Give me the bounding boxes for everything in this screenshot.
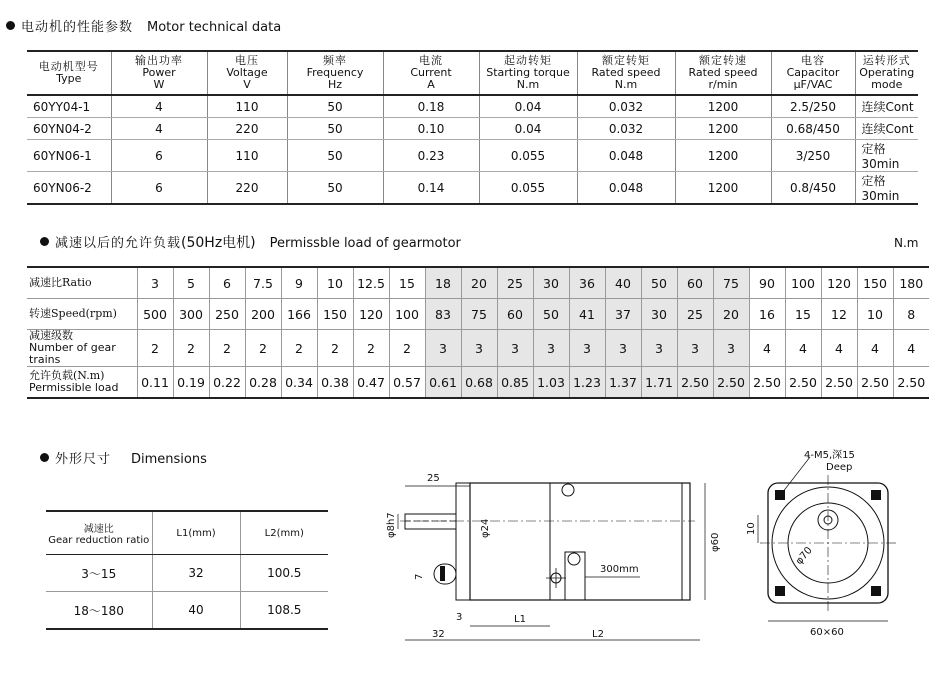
bullet-icon bbox=[40, 453, 49, 462]
load-cell: 1.71 bbox=[641, 367, 677, 399]
load-cell: 0.22 bbox=[209, 367, 245, 399]
load-cell: 2.50 bbox=[821, 367, 857, 399]
dimensions-title-en: Dimensions bbox=[131, 452, 207, 467]
dims-header-cell bbox=[240, 511, 328, 555]
load-cell: 20 bbox=[461, 267, 497, 299]
load-cell: 18 bbox=[425, 267, 461, 299]
load-title-en: Permissble load of gearmotor bbox=[269, 236, 461, 251]
table-cell: 110 bbox=[207, 95, 287, 118]
table-cell: 0.68/450 bbox=[771, 118, 855, 140]
load-cell: 6 bbox=[209, 267, 245, 299]
dim-24: φ24 bbox=[480, 518, 491, 538]
table-cell: 18～180 bbox=[46, 592, 152, 630]
load-cell: 0.57 bbox=[389, 367, 425, 399]
load-cell: 2.50 bbox=[749, 367, 785, 399]
tech-header-cell bbox=[111, 51, 207, 95]
load-cell: 3 bbox=[605, 330, 641, 367]
bullet-icon bbox=[40, 237, 49, 246]
table-cell: 110 bbox=[207, 140, 287, 172]
load-cell: 0.85 bbox=[497, 367, 533, 399]
table-cell: 108.5 bbox=[240, 592, 328, 630]
load-row-speed bbox=[27, 299, 929, 330]
load-cell: 2.50 bbox=[857, 367, 893, 399]
load-cell: 50 bbox=[533, 299, 569, 330]
load-row-ratio bbox=[27, 267, 929, 299]
dimensions-table bbox=[46, 510, 328, 630]
table-cell: 1200 bbox=[675, 95, 771, 118]
dim-32: 32 bbox=[432, 629, 445, 640]
load-cell: 60 bbox=[497, 299, 533, 330]
table-cell: 定格30min bbox=[855, 140, 918, 172]
permissible-load-table bbox=[27, 266, 929, 399]
load-cell: 250 bbox=[209, 299, 245, 330]
table-cell: 0.048 bbox=[577, 140, 675, 172]
table-cell: 40 bbox=[152, 592, 240, 630]
tech-header-unit: r/min bbox=[708, 78, 738, 91]
load-cell: 0.47 bbox=[353, 367, 389, 399]
load-cell: 37 bbox=[605, 299, 641, 330]
load-cell: 12 bbox=[821, 299, 857, 330]
table-cell: 220 bbox=[207, 172, 287, 205]
load-cell: 9 bbox=[281, 267, 317, 299]
tech-header-cn: 电流 bbox=[419, 54, 443, 67]
tech-header-en: Frequency bbox=[306, 66, 364, 79]
load-cell: 0.11 bbox=[137, 367, 173, 399]
load-cell: 200 bbox=[245, 299, 281, 330]
table-cell: 60YN06-2 bbox=[27, 172, 111, 205]
tech-header-cn: 额定转速 bbox=[699, 54, 747, 67]
motor-data-title-cn: 电动机的性能参数 bbox=[21, 20, 134, 35]
table-cell: 2.5/250 bbox=[771, 95, 855, 118]
dim-25: 25 bbox=[427, 473, 440, 484]
table-cell: 3/250 bbox=[771, 140, 855, 172]
tech-header-cn: 运转形式 bbox=[862, 54, 911, 67]
load-label-cn: 转速Speed(rpm) bbox=[29, 307, 117, 320]
load-unit: N.m bbox=[894, 236, 919, 250]
tech-header-cell bbox=[383, 51, 479, 95]
load-cell: 20 bbox=[713, 299, 749, 330]
table-cell: 0.04 bbox=[479, 95, 577, 118]
tech-header-en: Current bbox=[410, 66, 452, 79]
dim-300mm: 300mm bbox=[600, 564, 639, 575]
tech-header-cell bbox=[675, 51, 771, 95]
table-row bbox=[46, 555, 328, 592]
tech-header-cell bbox=[479, 51, 577, 95]
load-cell: 4 bbox=[857, 330, 893, 367]
table-row bbox=[27, 172, 918, 205]
table-cell: 220 bbox=[207, 118, 287, 140]
table-cell: 1200 bbox=[675, 172, 771, 205]
load-cell: 180 bbox=[893, 267, 929, 299]
load-row-label bbox=[27, 367, 137, 399]
load-row-permissible bbox=[27, 367, 929, 399]
load-cell: 15 bbox=[785, 299, 821, 330]
table-cell: 0.8/450 bbox=[771, 172, 855, 205]
tech-header-cn: 电压 bbox=[235, 54, 259, 67]
load-cell: 2 bbox=[209, 330, 245, 367]
load-cell: 0.68 bbox=[461, 367, 497, 399]
load-cell: 0.38 bbox=[317, 367, 353, 399]
table-cell: 0.055 bbox=[479, 140, 577, 172]
tech-header-cell bbox=[855, 51, 918, 95]
load-cell: 5 bbox=[173, 267, 209, 299]
load-cell: 1.03 bbox=[533, 367, 569, 399]
table-row bbox=[27, 140, 918, 172]
tech-header-cell bbox=[771, 51, 855, 95]
table-cell: 0.032 bbox=[577, 118, 675, 140]
dims-header-cn: 减速比 bbox=[83, 524, 114, 535]
dim-8h7: φ8h7 bbox=[386, 512, 397, 538]
tech-header-cell bbox=[27, 51, 111, 95]
load-title-paren: (50Hz电机) bbox=[181, 235, 256, 251]
load-heading bbox=[40, 232, 461, 252]
dim-70: φ70 bbox=[793, 545, 815, 567]
tech-header-unit: W bbox=[153, 78, 165, 91]
load-label-en: Number of gear trains bbox=[29, 341, 116, 366]
tech-header-cn: 输出功率 bbox=[135, 54, 183, 67]
tech-header-cn: 电动机型号 bbox=[38, 60, 99, 73]
table-cell: 0.14 bbox=[383, 172, 479, 205]
load-cell: 100 bbox=[389, 299, 425, 330]
table-cell: 0.18 bbox=[383, 95, 479, 118]
load-cell: 2 bbox=[389, 330, 425, 367]
load-cell: 2 bbox=[137, 330, 173, 367]
tech-header-unit: N.m bbox=[614, 78, 638, 91]
table-cell: 3～15 bbox=[46, 555, 152, 592]
table-cell: 0.04 bbox=[479, 118, 577, 140]
tech-header-en: Rated speed bbox=[591, 66, 661, 79]
load-label-en: Permissible load bbox=[29, 381, 119, 394]
table-cell: 连续Cont bbox=[855, 118, 918, 140]
table-row bbox=[27, 95, 918, 118]
load-cell: 7.5 bbox=[245, 267, 281, 299]
table-cell: 50 bbox=[287, 95, 383, 118]
load-cell: 4 bbox=[893, 330, 929, 367]
table-cell: 50 bbox=[287, 140, 383, 172]
table-cell: 100.5 bbox=[240, 555, 328, 592]
dim-7: 7 bbox=[414, 573, 425, 580]
motor-data-title-en: Motor technical data bbox=[147, 20, 282, 35]
tech-header-en: Capacitor bbox=[786, 66, 840, 79]
tech-header-cell bbox=[207, 51, 287, 95]
tech-header-cn: 额定转矩 bbox=[602, 54, 650, 67]
dims-header-cn: L1(mm) bbox=[176, 527, 216, 539]
table-cell: 50 bbox=[287, 118, 383, 140]
load-cell: 2.50 bbox=[677, 367, 713, 399]
side-view-drawing bbox=[360, 460, 740, 660]
load-cell: 75 bbox=[461, 299, 497, 330]
table-cell: 0.10 bbox=[383, 118, 479, 140]
table-row bbox=[46, 592, 328, 630]
table-cell: 60YN06-1 bbox=[27, 140, 111, 172]
tech-header-en: Rated speed bbox=[688, 66, 758, 79]
load-cell: 3 bbox=[713, 330, 749, 367]
load-cell: 30 bbox=[641, 299, 677, 330]
table-cell: 0.048 bbox=[577, 172, 675, 205]
dims-header-cn: L2(mm) bbox=[264, 527, 304, 539]
tech-header-cn: 电容 bbox=[801, 54, 825, 67]
load-cell: 3 bbox=[137, 267, 173, 299]
load-cell: 100 bbox=[785, 267, 821, 299]
tech-header-unit: A bbox=[427, 78, 435, 91]
dims-header-cell bbox=[152, 511, 240, 555]
table-cell: 32 bbox=[152, 555, 240, 592]
load-cell: 3 bbox=[425, 330, 461, 367]
load-cell: 2.50 bbox=[893, 367, 929, 399]
load-label-cn: 减速级数 bbox=[29, 329, 73, 342]
load-cell: 166 bbox=[281, 299, 317, 330]
load-cell: 2.50 bbox=[713, 367, 749, 399]
load-cell: 150 bbox=[857, 267, 893, 299]
load-cell: 120 bbox=[821, 267, 857, 299]
load-cell: 3 bbox=[497, 330, 533, 367]
load-label-cn: 减速比Ratio bbox=[29, 276, 92, 289]
table-cell: 1200 bbox=[675, 118, 771, 140]
tech-header-en: Voltage bbox=[226, 66, 268, 79]
dim-4m5: 4-M5,深15 bbox=[804, 450, 855, 461]
load-cell: 3 bbox=[677, 330, 713, 367]
load-cell: 4 bbox=[821, 330, 857, 367]
load-cell: 25 bbox=[677, 299, 713, 330]
load-cell: 50 bbox=[641, 267, 677, 299]
load-cell: 150 bbox=[317, 299, 353, 330]
table-cell: 0.23 bbox=[383, 140, 479, 172]
tech-header-cell bbox=[577, 51, 675, 95]
tech-header-en: Type bbox=[56, 72, 82, 85]
load-cell: 0.34 bbox=[281, 367, 317, 399]
tech-header-en: Operating bbox=[859, 66, 915, 79]
load-cell: 2 bbox=[245, 330, 281, 367]
load-cell: 4 bbox=[749, 330, 785, 367]
load-cell: 3 bbox=[461, 330, 497, 367]
load-cell: 1.23 bbox=[569, 367, 605, 399]
tech-header-cell bbox=[287, 51, 383, 95]
load-cell: 2 bbox=[353, 330, 389, 367]
table-cell: 4 bbox=[111, 118, 207, 140]
tech-header-en: Power bbox=[142, 66, 176, 79]
tech-header-unit: V bbox=[243, 78, 251, 91]
load-cell: 2 bbox=[317, 330, 353, 367]
load-cell: 83 bbox=[425, 299, 461, 330]
load-cell: 300 bbox=[173, 299, 209, 330]
load-cell: 3 bbox=[533, 330, 569, 367]
load-cell: 0.61 bbox=[425, 367, 461, 399]
dimensions-title-cn: 外形尺寸 bbox=[55, 452, 112, 467]
tech-header-cn: 频率 bbox=[323, 54, 347, 67]
dim-60: φ60 bbox=[710, 532, 721, 552]
load-cell: 60 bbox=[677, 267, 713, 299]
table-cell: 连续Cont bbox=[855, 95, 918, 118]
dim-l1: L1 bbox=[514, 614, 526, 625]
table-cell: 0.055 bbox=[479, 172, 577, 205]
table-cell: 60YY04-1 bbox=[27, 95, 111, 118]
tech-header-en: Starting torque bbox=[486, 66, 570, 79]
load-cell: 1.37 bbox=[605, 367, 641, 399]
load-title-cn: 减速以后的允许负载 bbox=[55, 236, 182, 251]
dim-deep: Deep bbox=[826, 462, 853, 473]
load-cell: 40 bbox=[605, 267, 641, 299]
table-cell: 6 bbox=[111, 140, 207, 172]
load-cell: 2 bbox=[281, 330, 317, 367]
dims-header-en: Gear reduction ratio bbox=[48, 535, 150, 546]
table-cell: 6 bbox=[111, 172, 207, 205]
tech-header-unit: mode bbox=[871, 78, 903, 91]
tech-header-unit: N.m bbox=[516, 78, 540, 91]
load-cell: 41 bbox=[569, 299, 605, 330]
front-view-drawing bbox=[740, 445, 930, 645]
tech-header-cn: 起动转矩 bbox=[504, 54, 552, 67]
table-cell: 0.032 bbox=[577, 95, 675, 118]
table-cell: 50 bbox=[287, 172, 383, 205]
tech-header-unit: μF/VAC bbox=[793, 78, 833, 91]
dimensions-heading bbox=[40, 448, 207, 467]
load-row-label bbox=[27, 299, 137, 330]
load-cell: 90 bbox=[749, 267, 785, 299]
load-row-label bbox=[27, 267, 137, 299]
load-cell: 2 bbox=[173, 330, 209, 367]
table-cell: 1200 bbox=[675, 140, 771, 172]
table-row bbox=[27, 118, 918, 140]
load-cell: 500 bbox=[137, 299, 173, 330]
load-cell: 0.28 bbox=[245, 367, 281, 399]
load-cell: 8 bbox=[893, 299, 929, 330]
dim-3: 3 bbox=[456, 612, 463, 623]
load-cell: 0.19 bbox=[173, 367, 209, 399]
load-cell: 10 bbox=[857, 299, 893, 330]
bullet-icon bbox=[6, 21, 15, 30]
table-cell: 定格30min bbox=[855, 172, 918, 205]
table-cell: 4 bbox=[111, 95, 207, 118]
dim-l2: L2 bbox=[592, 629, 604, 640]
load-label-cn: 允许负载(N.m) bbox=[29, 369, 105, 382]
tech-header-unit: Hz bbox=[327, 78, 343, 91]
load-cell: 10 bbox=[317, 267, 353, 299]
load-cell: 25 bbox=[497, 267, 533, 299]
load-cell: 30 bbox=[533, 267, 569, 299]
load-cell: 16 bbox=[749, 299, 785, 330]
load-cell: 2.50 bbox=[785, 367, 821, 399]
load-cell: 3 bbox=[641, 330, 677, 367]
load-cell: 3 bbox=[569, 330, 605, 367]
load-row-trains bbox=[27, 330, 929, 367]
load-cell: 120 bbox=[353, 299, 389, 330]
load-cell: 15 bbox=[389, 267, 425, 299]
dim-10: 10 bbox=[746, 522, 757, 535]
table-cell: 60YN04-2 bbox=[27, 118, 111, 140]
load-cell: 12.5 bbox=[353, 267, 389, 299]
load-cell: 4 bbox=[785, 330, 821, 367]
load-cell: 75 bbox=[713, 267, 749, 299]
load-cell: 36 bbox=[569, 267, 605, 299]
motor-technical-table bbox=[27, 50, 918, 205]
load-row-label bbox=[27, 330, 137, 367]
dim-60x60: 60×60 bbox=[810, 627, 844, 638]
dims-header-cell bbox=[46, 511, 152, 555]
motor-data-heading bbox=[6, 16, 281, 35]
